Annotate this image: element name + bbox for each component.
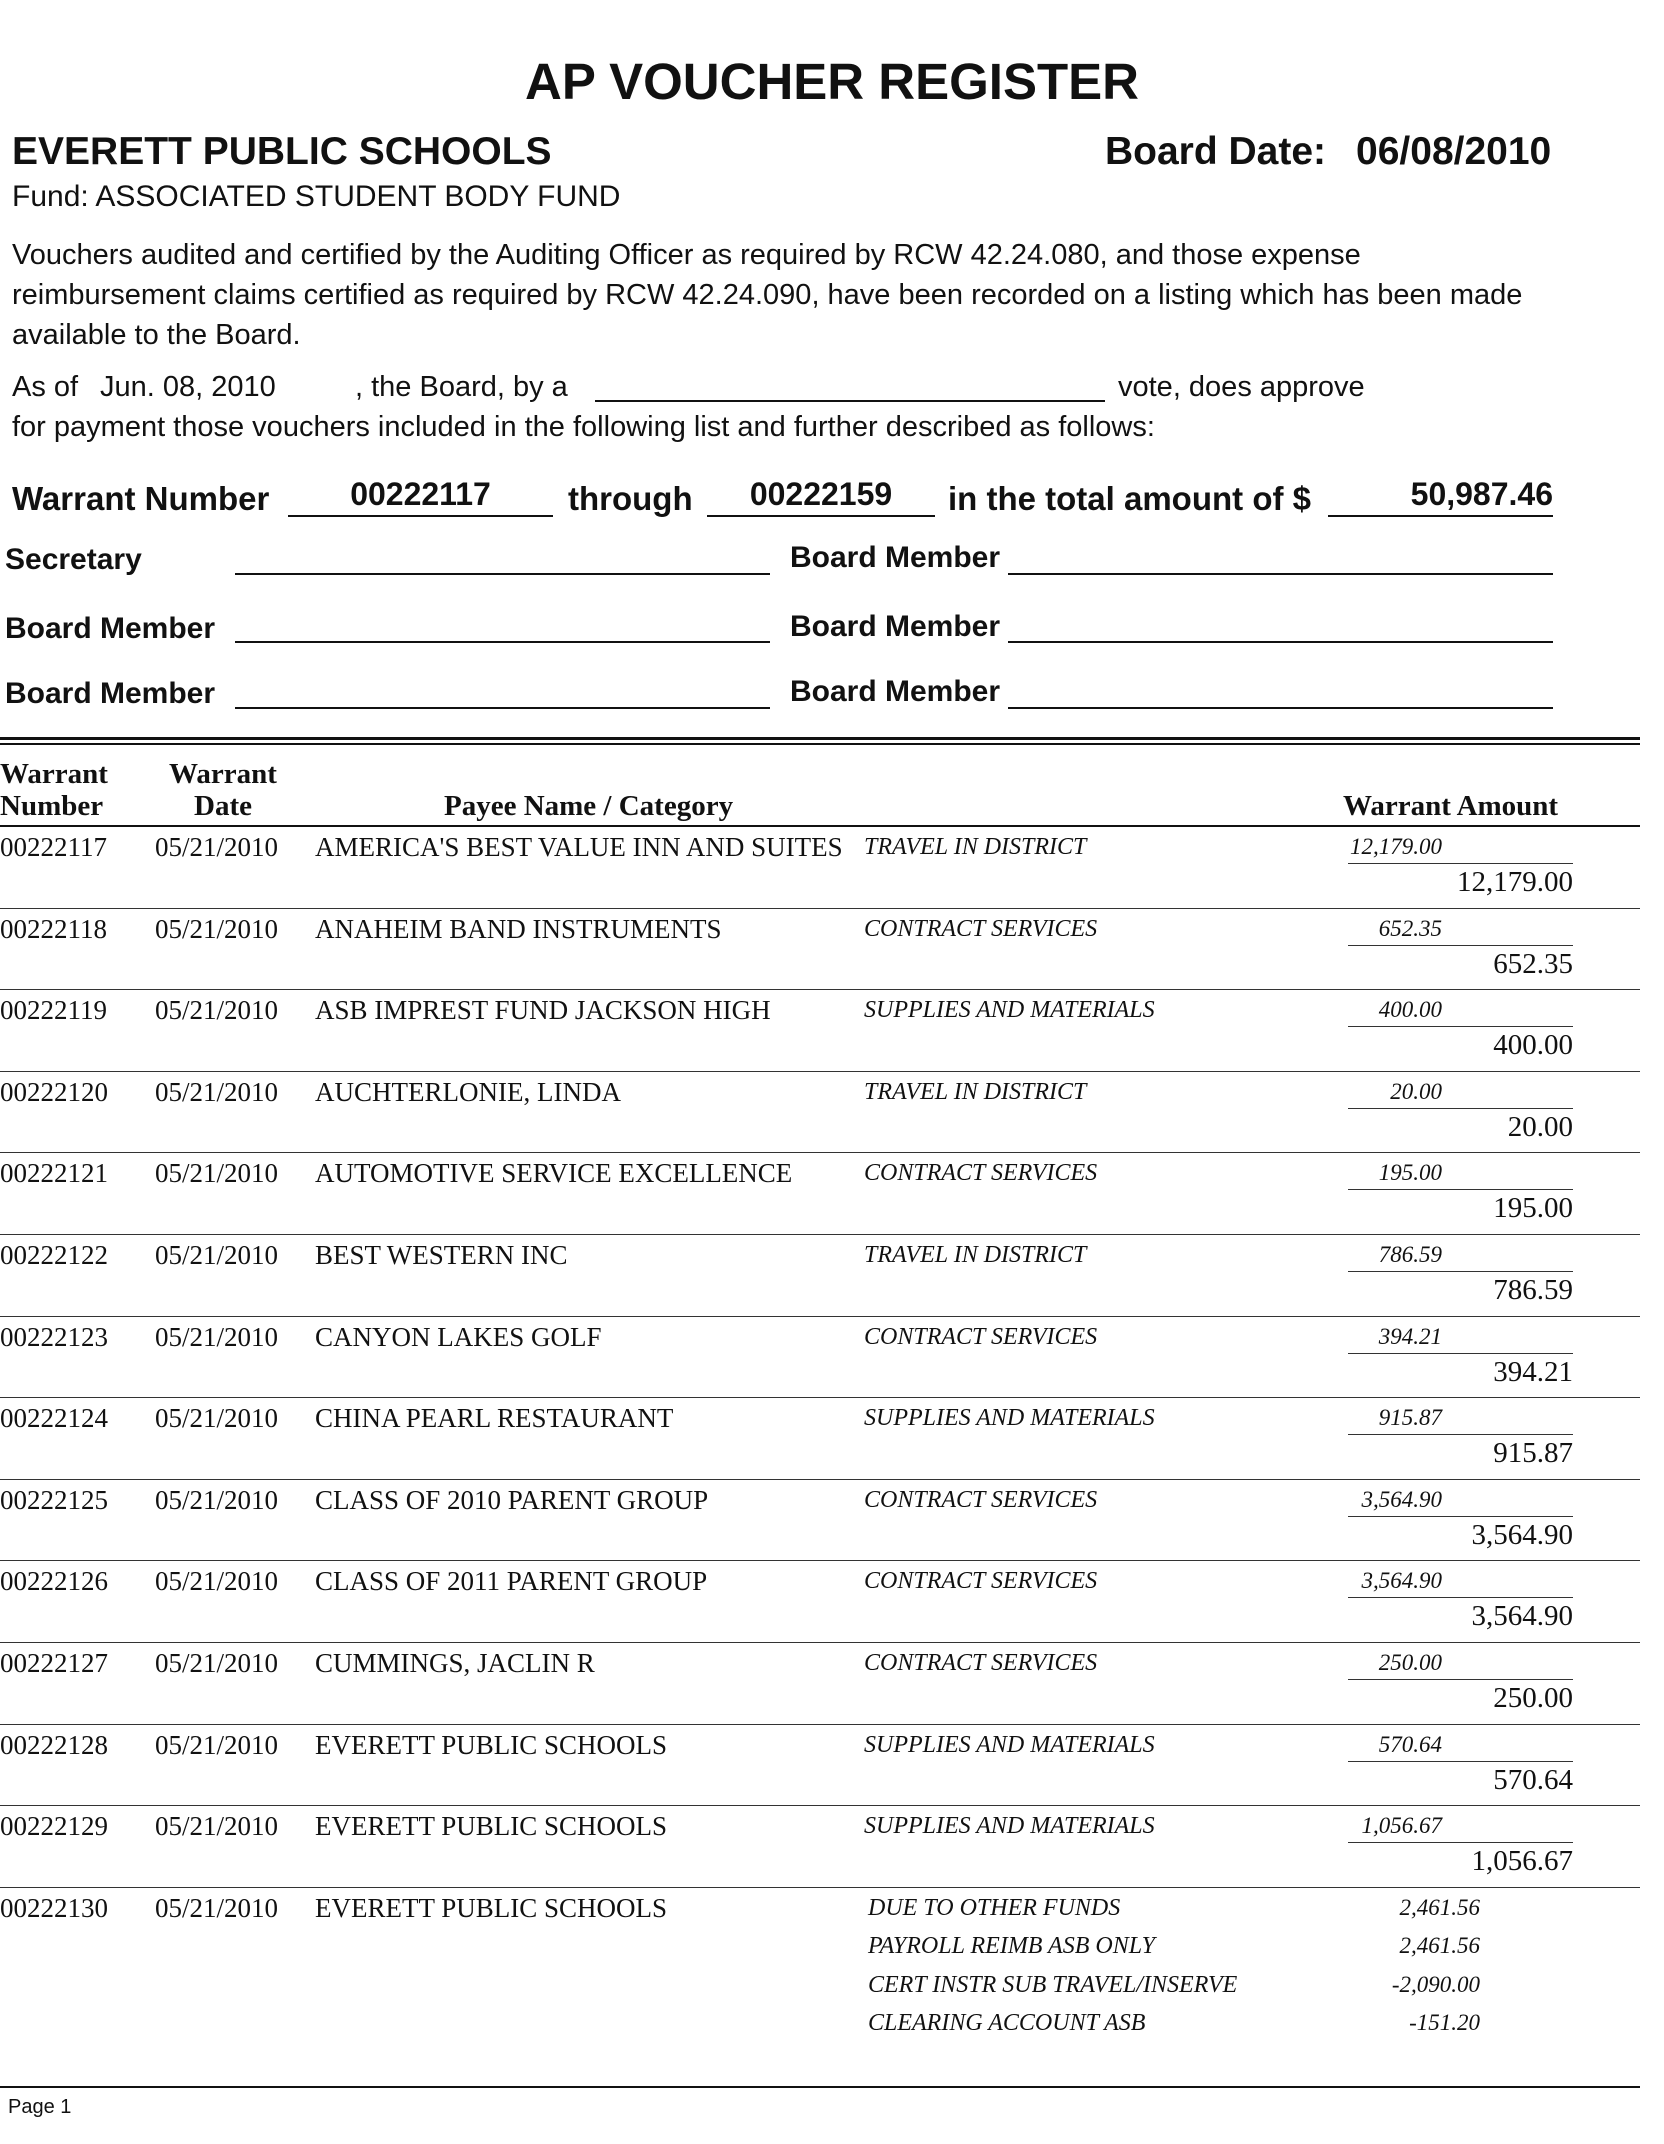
- board-member-signature-line-4[interactable]: [235, 707, 770, 709]
- warrant-date: 05/21/2010: [155, 1403, 279, 1434]
- category: CONTRACT SERVICES: [864, 1486, 1098, 1513]
- warrant-amount: 915.87: [1493, 1437, 1573, 1470]
- line-amount: 195.00: [1378, 1160, 1442, 1186]
- line-amount: -2,090.00: [1391, 1971, 1480, 1997]
- warrant-amount: 195.00: [1493, 1192, 1573, 1225]
- col-header-warrant-number-line1: Warrant: [0, 758, 108, 790]
- category: TRAVEL IN DISTRICT: [864, 1078, 1087, 1105]
- col-header-amount: Warrant Amount: [1343, 790, 1559, 822]
- category: CONTRACT SERVICES: [864, 1650, 1098, 1676]
- warrant-number: 00222126: [0, 1566, 108, 1597]
- warrant-amount: 394.21: [1493, 1355, 1573, 1388]
- warrant-date: 05/21/2010: [155, 832, 279, 862]
- warrant-date: 05/21/2010: [155, 1321, 279, 1352]
- warrant-number: 00222124: [0, 1403, 108, 1434]
- category: CLEARING ACCOUNT ASB: [868, 2010, 1146, 2037]
- payee-name: AMERICA'S BEST VALUE INN AND SUITES: [315, 832, 843, 862]
- warrant-number-label: Warrant Number: [12, 480, 270, 517]
- page-number: Page 1: [8, 2096, 72, 2118]
- payee-name: EVERETT PUBLIC SCHOOLS: [315, 1892, 668, 1923]
- fund-name: Fund: ASSOCIATED STUDENT BODY FUND: [12, 180, 621, 213]
- payee-name: CUMMINGS, JACLIN R: [315, 1648, 595, 1678]
- board-member-label-5: Board Member: [790, 675, 1001, 708]
- line-amount: 786.59: [1378, 1242, 1442, 1267]
- warrant-number: 00222128: [0, 1729, 108, 1760]
- warrant-date: 05/21/2010: [155, 1484, 279, 1515]
- board-date-value: 06/08/2010: [1356, 130, 1552, 173]
- line-amount: 1,056.67: [1361, 1813, 1442, 1839]
- row-divider: [0, 989, 1640, 990]
- header-double-rule: [0, 737, 1640, 745]
- warrant-amount: 3,564.90: [1471, 1600, 1573, 1633]
- line-amount: -151.20: [1409, 2010, 1480, 2036]
- category: TRAVEL IN DISTRICT: [864, 1242, 1087, 1268]
- warrant-amount: 786.59: [1493, 1274, 1573, 1306]
- amount-subtotal-rule: [1348, 1761, 1573, 1762]
- footer-rule: [0, 2086, 1640, 2088]
- amount-subtotal-rule: [1348, 945, 1573, 946]
- warrant-number: 00222123: [0, 1321, 108, 1352]
- warrant-amount: 400.00: [1493, 1029, 1573, 1062]
- line-amount: 394.21: [1378, 1323, 1442, 1349]
- row-divider: [0, 908, 1640, 909]
- warrant-date: 05/21/2010: [155, 1648, 279, 1678]
- line-amount: 3,564.90: [1361, 1486, 1442, 1512]
- amount-subtotal-rule: [1348, 863, 1573, 864]
- payee-name: ANAHEIM BAND INSTRUMENTS: [315, 913, 722, 944]
- payee-name: AUTOMOTIVE SERVICE EXCELLENCE: [315, 1158, 793, 1189]
- vote-text: vote, does approve: [1118, 371, 1365, 403]
- warrant-date: 05/21/2010: [155, 1811, 279, 1842]
- as-of-label: As of: [12, 371, 79, 403]
- for-payment-text: for payment those vouchers included in the following list and further described as follows:: [12, 411, 1155, 443]
- category: SUPPLIES AND MATERIALS: [864, 1813, 1155, 1840]
- board-member-label-1: Board Member: [790, 541, 1001, 574]
- warrant-number: 00222127: [0, 1648, 108, 1678]
- warrant-number: 00222118: [0, 913, 107, 944]
- board-date: [1105, 130, 1551, 174]
- line-amount: 2,461.56: [1399, 1894, 1480, 1920]
- row-divider: [0, 1152, 1640, 1153]
- board-member-signature-line-1[interactable]: [1008, 573, 1553, 575]
- vote-blank-line[interactable]: [595, 400, 1105, 402]
- payee-name: EVERETT PUBLIC SCHOOLS: [315, 1729, 668, 1760]
- payee-name: CHINA PEARL RESTAURANT: [315, 1403, 674, 1434]
- row-divider: [0, 1479, 1640, 1480]
- category: CONTRACT SERVICES: [864, 1160, 1098, 1187]
- secretary-signature-line[interactable]: [235, 573, 770, 575]
- board-member-signature-line-5[interactable]: [1008, 707, 1553, 709]
- col-header-warrant-date-line1: Warrant: [169, 758, 277, 790]
- row-divider: [0, 1887, 1640, 1888]
- warrant-amount: 250.00: [1493, 1682, 1573, 1714]
- warrant-date: 05/21/2010: [155, 1566, 279, 1597]
- line-amount: 2,461.56: [1399, 1933, 1480, 1959]
- line-amount: 915.87: [1378, 1405, 1442, 1431]
- warrant-number: 00222125: [0, 1484, 108, 1515]
- warrant-amount: 3,564.90: [1471, 1518, 1573, 1551]
- board-member-label-4: Board Member: [5, 677, 216, 710]
- warrant-date: 05/21/2010: [155, 913, 279, 944]
- warrant-to: 00222159: [707, 476, 935, 517]
- warrant-date: 05/21/2010: [155, 995, 279, 1026]
- line-amount: 400.00: [1378, 997, 1442, 1023]
- line-amount: 250.00: [1378, 1650, 1442, 1675]
- amount-subtotal-rule: [1348, 1516, 1573, 1517]
- warrant-number: 00222130: [0, 1892, 108, 1923]
- payee-name: CLASS OF 2011 PARENT GROUP: [315, 1566, 708, 1597]
- warrant-amount: 12,179.00: [1457, 866, 1573, 898]
- amount-subtotal-rule: [1348, 1434, 1573, 1435]
- category: SUPPLIES AND MATERIALS: [864, 997, 1155, 1024]
- as-of-date: Jun. 08, 2010: [100, 371, 276, 403]
- payee-name: AUCHTERLONIE, LINDA: [315, 1076, 621, 1107]
- board-member-label-2: Board Member: [5, 612, 216, 645]
- total-amount: 50,987.46: [1328, 476, 1553, 517]
- amount-subtotal-rule: [1348, 1271, 1573, 1272]
- warrant-number: 00222120: [0, 1076, 108, 1107]
- row-divider: [0, 1397, 1640, 1398]
- row-divider: [0, 1560, 1640, 1561]
- organization-name: EVERETT PUBLIC SCHOOLS: [12, 130, 552, 173]
- board-date-label: Board Date:: [1105, 130, 1327, 173]
- through-label: through: [568, 480, 693, 517]
- warrant-date: 05/21/2010: [155, 1240, 279, 1270]
- payee-name: ASB IMPREST FUND JACKSON HIGH: [315, 995, 771, 1026]
- row-divider: [0, 1234, 1640, 1235]
- warrant-date: 05/21/2010: [155, 1076, 279, 1107]
- board-member-signature-line-2[interactable]: [235, 641, 770, 643]
- warrant-amount: 20.00: [1507, 1110, 1573, 1143]
- board-member-label-3: Board Member: [790, 610, 1001, 643]
- col-header-warrant-number: [0, 758, 108, 822]
- amount-subtotal-rule: [1348, 1026, 1573, 1027]
- col-header-warrant-number-line2: Number: [0, 790, 104, 822]
- category: SUPPLIES AND MATERIALS: [864, 1405, 1155, 1432]
- category: CONTRACT SERVICES: [864, 1323, 1098, 1350]
- line-amount: 20.00: [1390, 1078, 1442, 1104]
- category: DUE TO OTHER FUNDS: [868, 1894, 1121, 1921]
- page-title: AP VOUCHER REGISTER: [525, 53, 1139, 110]
- amount-subtotal-rule: [1348, 1108, 1573, 1109]
- warrant-amount: 570.64: [1493, 1763, 1573, 1796]
- amount-subtotal-rule: [1348, 1353, 1573, 1354]
- row-divider: [0, 1805, 1640, 1806]
- certification-paragraph: Vouchers audited and certified by the Auditing Officer as required by RCW 42.24.080, and those expense reimbursement claims certified as required by RCW 42.24.090, have been recorded on a listing which has been made available to the Board.: [12, 239, 1523, 351]
- category: TRAVEL IN DISTRICT: [864, 834, 1087, 860]
- row-divider: [0, 1071, 1640, 1072]
- payee-name: CLASS OF 2010 PARENT GROUP: [315, 1484, 709, 1515]
- payee-name: BEST WESTERN INC: [315, 1240, 568, 1270]
- row-divider: [0, 1642, 1640, 1643]
- warrant-number: 00222122: [0, 1240, 108, 1270]
- line-amount: 3,564.90: [1361, 1568, 1442, 1594]
- amount-subtotal-rule: [1348, 1189, 1573, 1190]
- warrant-number: 00222117: [0, 832, 107, 862]
- category: CONTRACT SERVICES: [864, 1568, 1098, 1595]
- board-member-signature-line-3[interactable]: [1008, 641, 1553, 643]
- category: SUPPLIES AND MATERIALS: [864, 1731, 1155, 1758]
- line-amount: 12,179.00: [1350, 834, 1442, 859]
- col-header-payee: Payee Name / Category: [444, 790, 734, 822]
- warrant-number: 00222121: [0, 1158, 108, 1189]
- warrant-amount: 1,056.67: [1471, 1845, 1573, 1878]
- category: CERT INSTR SUB TRAVEL/INSERVE: [868, 1971, 1238, 1998]
- line-amount: 652.35: [1378, 915, 1442, 941]
- amount-subtotal-rule: [1348, 1679, 1573, 1680]
- amount-subtotal-rule: [1348, 1842, 1573, 1843]
- col-header-warrant-date-line2: Date: [194, 790, 252, 822]
- category: PAYROLL REIMB ASB ONLY: [868, 1933, 1155, 1960]
- total-amount-label: in the total amount of $: [948, 480, 1311, 517]
- row-divider: [0, 1724, 1640, 1725]
- warrant-amount: 652.35: [1493, 947, 1573, 980]
- warrant-date: 05/21/2010: [155, 1892, 279, 1923]
- warrant-date: 05/21/2010: [155, 1158, 279, 1189]
- header-bottom-rule: [0, 825, 1640, 827]
- row-divider: [0, 1316, 1640, 1317]
- warrant-from: 00222117: [288, 476, 553, 517]
- warrant-date: 05/21/2010: [155, 1729, 279, 1760]
- amount-subtotal-rule: [1348, 1597, 1573, 1598]
- warrant-number: 00222119: [0, 995, 107, 1026]
- payee-name: EVERETT PUBLIC SCHOOLS: [315, 1811, 668, 1842]
- warrant-number: 00222129: [0, 1811, 108, 1842]
- line-amount: 570.64: [1378, 1731, 1442, 1757]
- secretary-label: Secretary: [5, 543, 142, 576]
- category: CONTRACT SERVICES: [864, 915, 1098, 942]
- board-by-text: , the Board, by a: [355, 371, 568, 403]
- col-header-warrant-date: [163, 758, 283, 822]
- payee-name: CANYON LAKES GOLF: [315, 1321, 602, 1352]
